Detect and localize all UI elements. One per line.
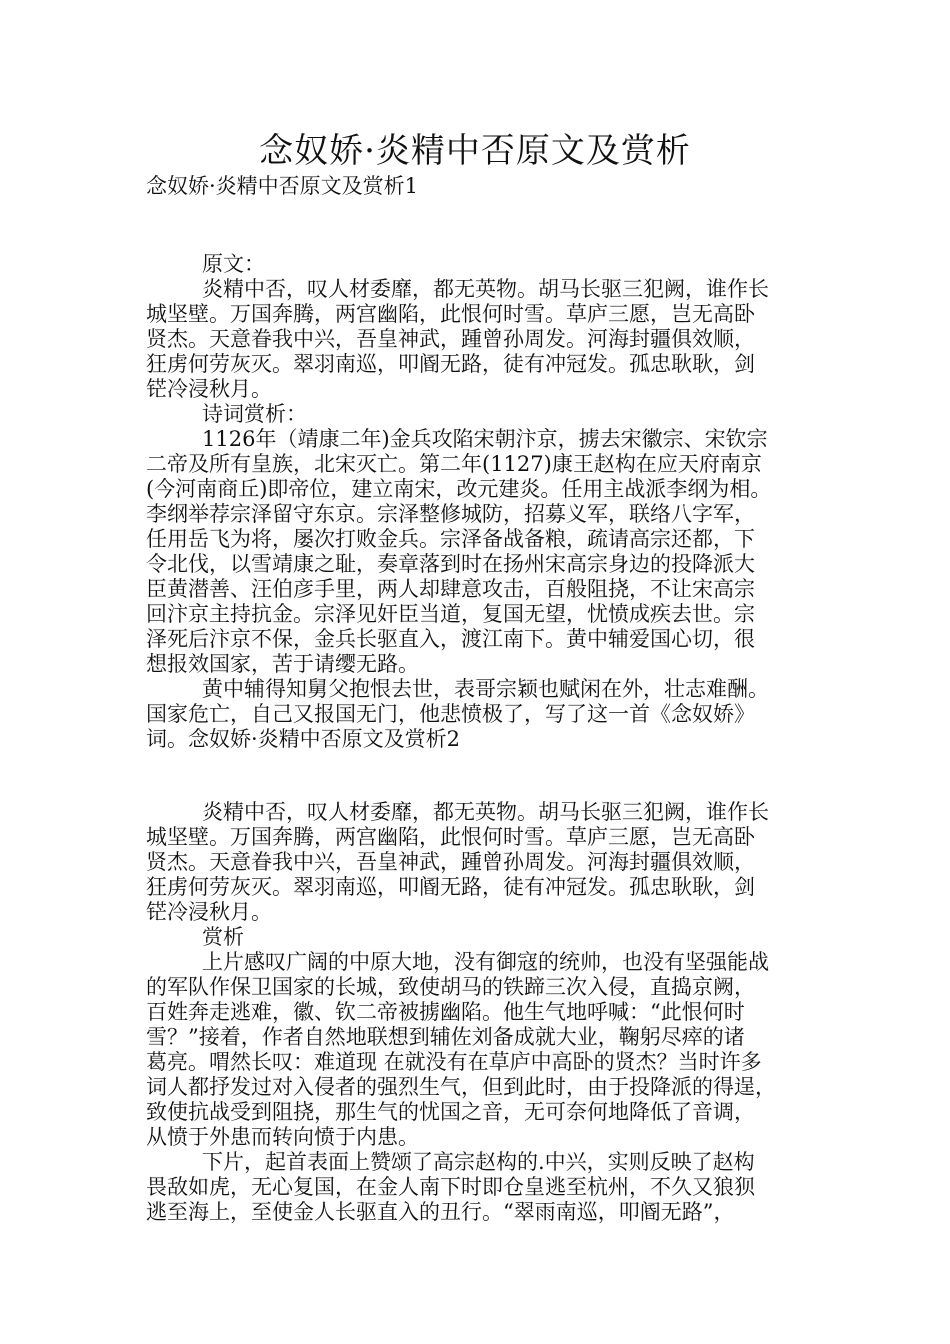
paragraph-line: 任用岳飞为将，屡次打败金兵。宗泽备战备粮，疏请高宗还都，下: [146, 527, 755, 551]
paragraph-line: 臣黄潜善、汪伯彦手里，两人却肆意攻击，百般阻挠，不让宋高宗: [146, 577, 755, 601]
paragraph-line: 逃至海上，至使金人长驱直入的丑行。“翠雨南巡，叩阍无路”，: [146, 1200, 735, 1224]
poem-line: 铓冷浸秋月。: [146, 377, 272, 401]
poem-line: 城坚壁。万国奔腾，两宫幽陷，此恨何时雪。草庐三愿，岂无高卧: [146, 825, 755, 849]
paragraph-line: 令北伐，以雪靖康之耻，奏章落到时在扬州宋高宗身边的投降派大: [146, 552, 755, 576]
paragraph-line: 二帝及所有皇族，北宋灭亡。第二年(1127)康王赵构在应天府南京: [146, 452, 762, 476]
poem-line: 城坚壁。万国奔腾，两宫幽陷，此恨何时雪。草庐三愿，岂无高卧: [146, 302, 755, 326]
paragraph-line: 想报效国家，苦于请缨无路。: [146, 652, 419, 676]
paragraph-line: 下片，起首表面上赞颂了高宗赵构的.中兴，实则反映了赵构: [202, 1150, 755, 1174]
paragraph-line: 泽死后汴京不保，金兵长驱直入，渡江南下。黄中辅爱国心切，很: [146, 627, 755, 651]
paragraph-line: 畏敌如虎，无心复国，在金人南下时即仓皇逃至杭州，不久又狼狈: [146, 1175, 755, 1199]
paragraph-line: 国家危亡，自己又报国无门，他悲愤极了，写了这一首《念奴娇》: [146, 702, 755, 726]
poem-line: 贤杰。天意眷我中兴，吾皇神武，踵曾孙周发。河海封疆俱效顺，: [146, 850, 755, 874]
section-heading-appreciation: 赏析: [202, 925, 244, 949]
paragraph-line: 1126年（靖康二年)金兵攻陷宋朝汴京，掳去宋徽宗、宋钦宗: [202, 427, 768, 451]
poem-line: 狂虏何劳灰灭。翠羽南巡，叩阍无路，徒有冲冠发。孤忠耿耿，剑: [146, 875, 755, 899]
page-title: 念奴娇·炎精中否原文及赏析: [259, 131, 691, 171]
paragraph-line: 词。念奴娇·炎精中否原文及赏析2: [146, 727, 461, 751]
paragraph-line: 致使抗战受到阻挠，那生气的忧国之音，无可奈何地降低了音调，: [146, 1100, 755, 1124]
paragraph-line: 葛亮。喟然长叹：难道现 在就没有在草庐中高卧的贤杰？当时许多: [146, 1050, 762, 1074]
paragraph-line: 雪？”接着，作者自然地联想到辅佐刘备成就大业，鞠躬尽瘁的诸: [146, 1025, 745, 1049]
paragraph-line: 的军队作保卫国家的长城，致使胡马的铁蹄三次入侵，直捣京阙，: [146, 975, 755, 999]
paragraph-line: 回汴京主持抗金。宗泽见奸臣当道，复国无望，忧愤成疾去世。宗: [146, 602, 755, 626]
section-heading-original: 原文：: [202, 252, 265, 276]
poem-line: 狂虏何劳灰灭。翠羽南巡，叩阍无路，徒有冲冠发。孤忠耿耿，剑: [146, 352, 755, 376]
paragraph-line: 李纲举荐宗泽留守东京。宗泽整修城防，招募义军，联络八字军，: [146, 502, 755, 526]
poem-line: 铓冷浸秋月。: [146, 900, 272, 924]
paragraph-line: 黄中辅得知舅父抱恨去世，表哥宗颖也赋闲在外，壮志难酬。: [202, 677, 769, 701]
paragraph-line: 从愤于外患而转向愤于内患。: [146, 1125, 419, 1149]
paragraph-line: (今河南商丘)即帝位，建立南宋，改元建炎。任用主战派李纲为相。: [146, 477, 772, 501]
poem-line: 炎精中否，叹人材委靡，都无英物。胡马长驱三犯阙，谁作长: [202, 800, 769, 824]
section-heading-analysis: 诗词赏析：: [202, 402, 307, 426]
poem-line: 贤杰。天意眷我中兴，吾皇神武，踵曾孙周发。河海封疆俱效顺，: [146, 327, 755, 351]
paragraph-line: 百姓奔走逃难，徽、钦二帝被掳幽陷。他生气地呼喊：“此恨何时: [146, 1000, 745, 1024]
subtitle-1: 念奴娇·炎精中否原文及赏析1: [146, 174, 419, 198]
paragraph-line: 上片感叹广阔的中原大地，没有御寇的统帅，也没有坚强能战: [202, 950, 769, 974]
poem-line: 炎精中否，叹人材委靡，都无英物。胡马长驱三犯阙，谁作长: [202, 277, 769, 301]
paragraph-line: 词人都抒发过对入侵者的强烈生气，但到此时，由于投降派的得逞，: [146, 1075, 776, 1099]
